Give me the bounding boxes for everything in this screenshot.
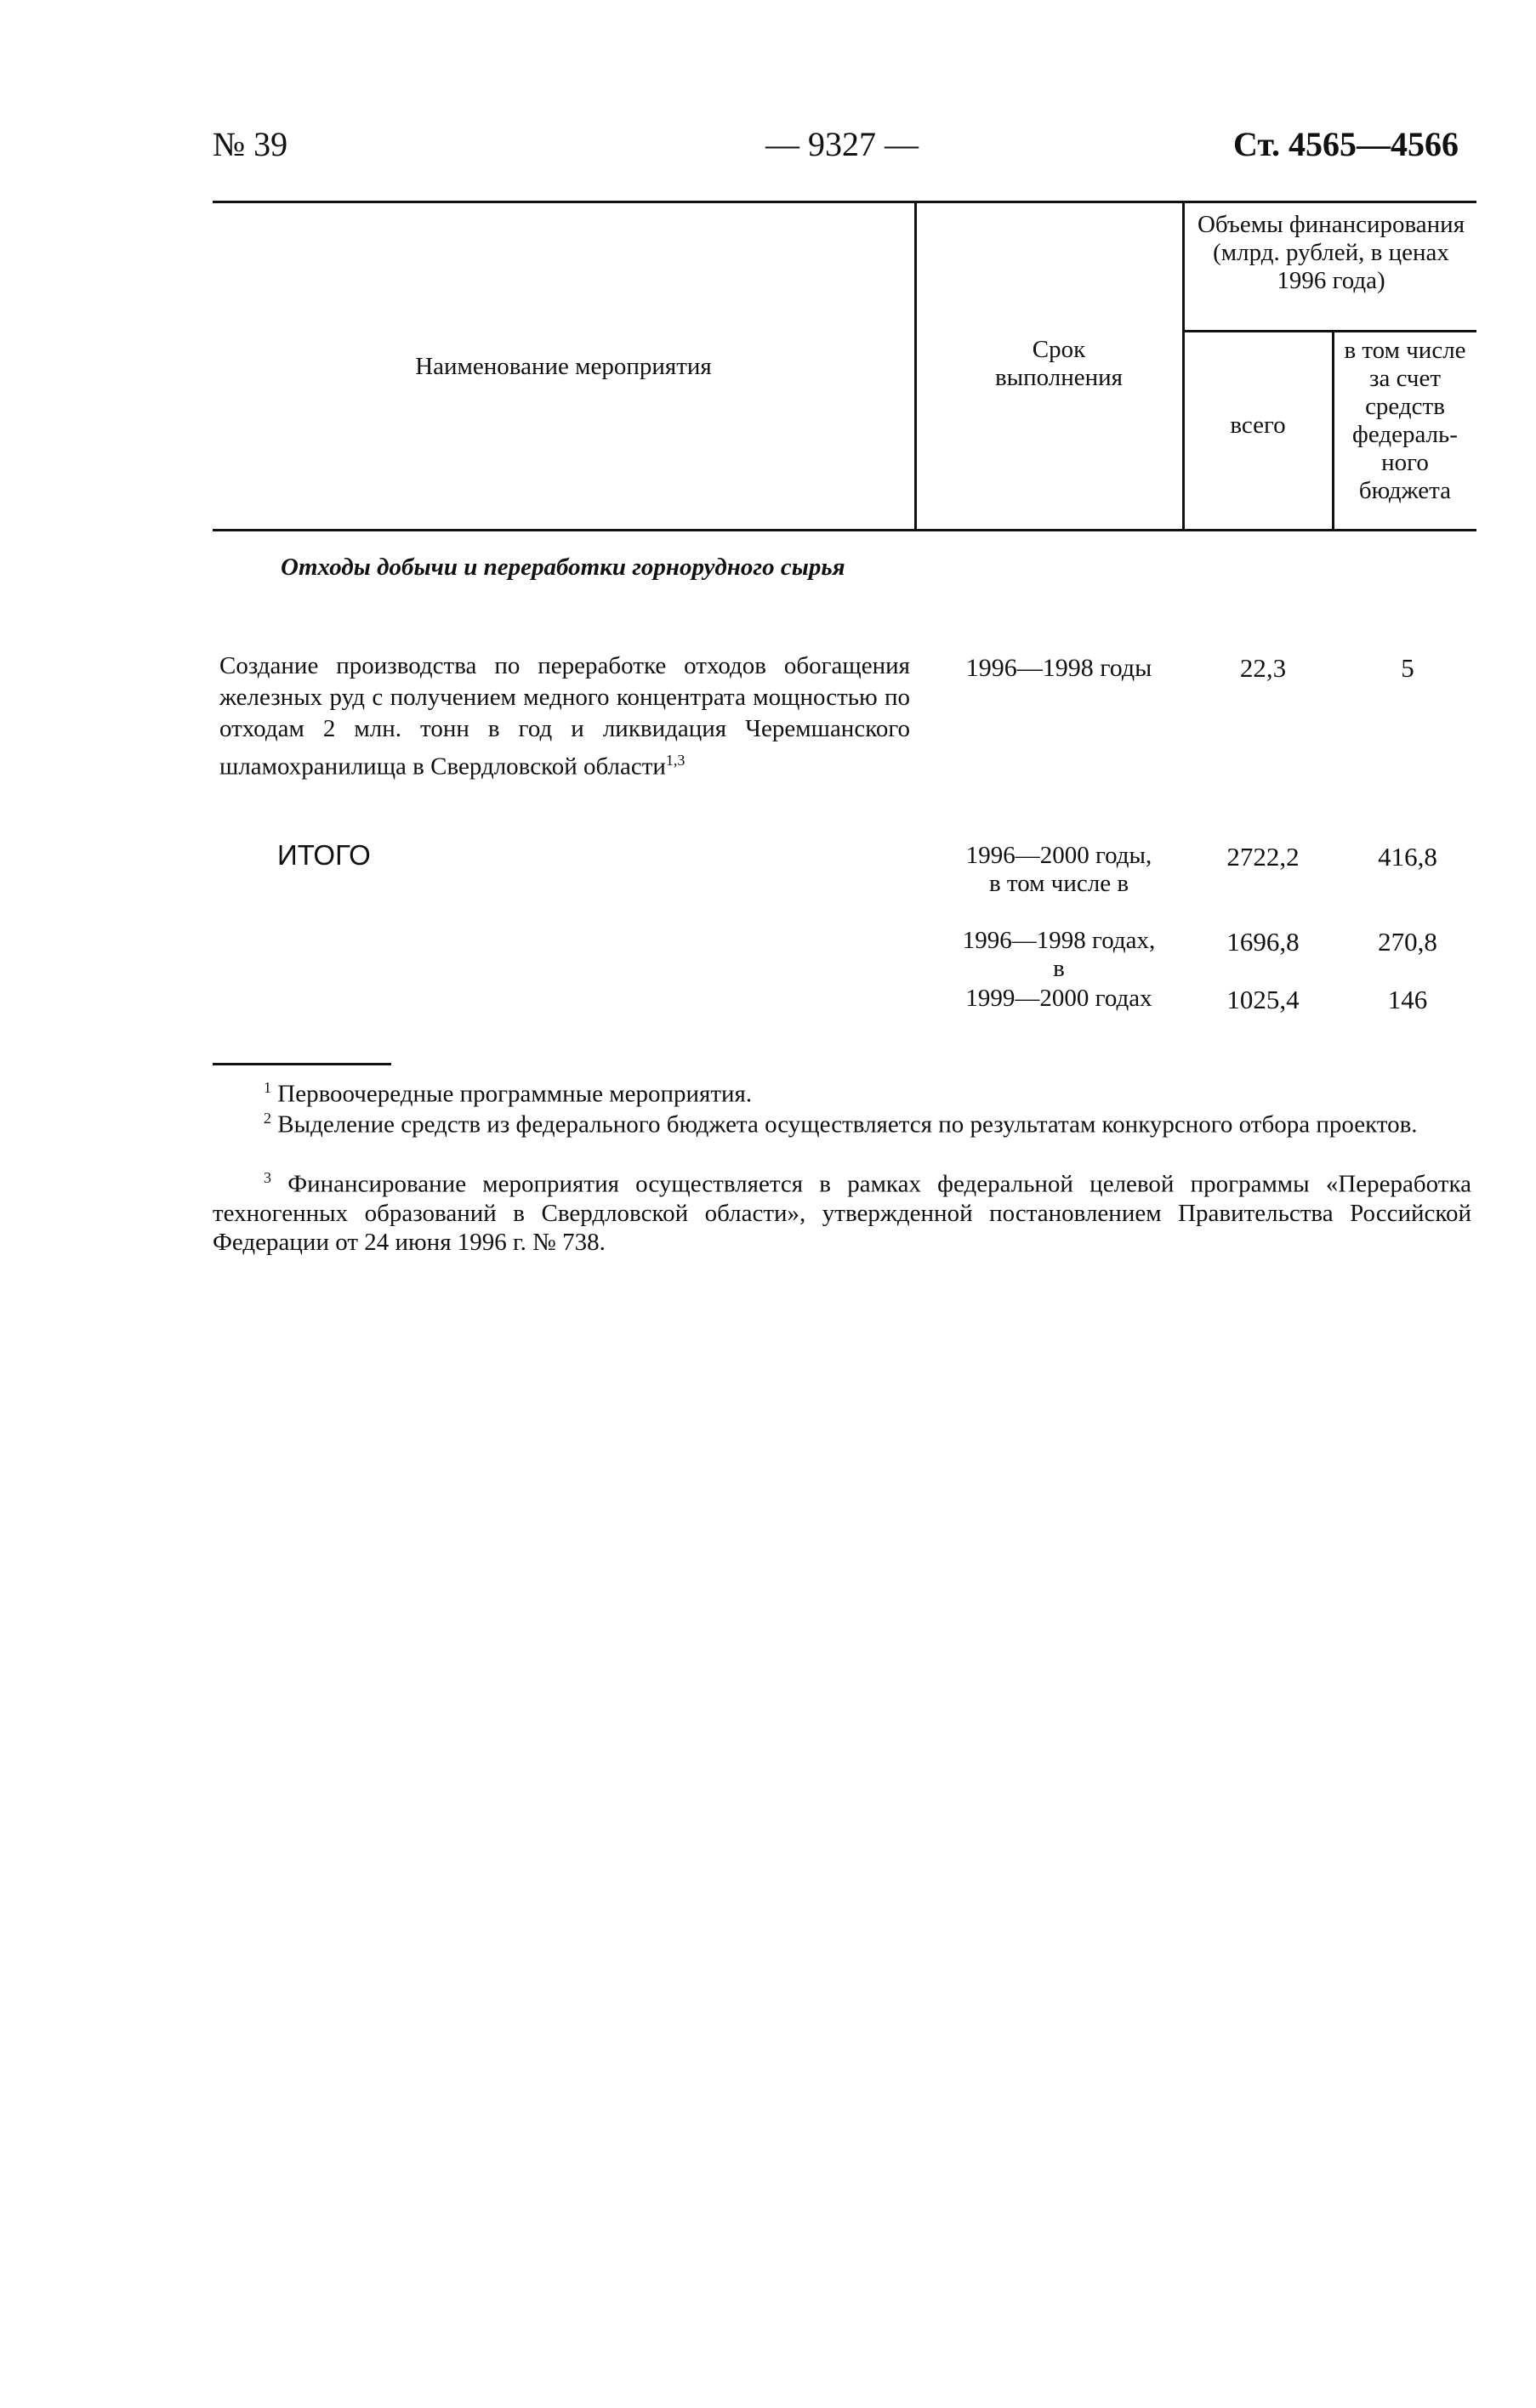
total-label: ИТОГО [277,839,371,871]
total-federal-2: 270,8 [1378,927,1437,957]
footnote-2-text: Выделение средств из федерального бюджета осуществляется по результатам конкурсного отбора проектов. [277,1110,1418,1139]
column-header-funding: Объемы финансирования (млрд. рублей, в ценах 1996 года) [1197,211,1465,294]
article-range: Ст. 4565—4566 [1233,125,1459,163]
section-title: Отходы добычи и переработки горнорудного сырья [281,554,845,581]
row-name-text: Создание производства по переработке отходов обогащения железных руд с получением медного концентрата мощностью по отходам 2 млн. тонн в год и ликвидация Черемшанского шламохранилища в Свердловской области [219,652,910,781]
table-header-bottom-rule [213,529,1476,531]
column-header-name: Наименование мероприятия [415,353,712,380]
total-federal-3: 146 [1387,985,1428,1014]
footnote-2 [213,1104,1471,1139]
page-header [0,124,1536,172]
footnote-separator [213,1063,391,1065]
table-row-total: 22,3 [1239,653,1287,683]
table-row-federal: 5 [1401,653,1414,683]
issue-number: № 39 [213,125,288,163]
footnote-3-mark: 3 [264,1169,271,1186]
footnote-1-text: Первоочередные программные мероприятия. [277,1080,753,1108]
column-header-federal: в том числе за счет средств федераль-ного бюджета [1344,337,1466,504]
column-divider-2 [1182,201,1185,531]
footnote-3-text: Финансирование мероприятия осуществляется в рамках федеральной целевой программы «Переработка техногенных образований в Свердловской области», утвержденной постановлением Правительства Российской Федерации от 24 июня 1996 г. № 738. [213,1170,1471,1256]
total-term-3: 1999—2000 годах [965,985,1152,1012]
total-total-3: 1025,4 [1226,985,1300,1014]
footnote-1-mark: 1 [264,1079,271,1096]
table-row-name [219,650,910,783]
total-total-2: 1696,8 [1226,927,1300,957]
table-top-rule [213,201,1476,203]
footnote-3 [213,1163,1471,1257]
table-row-term: 1996—1998 годы [965,654,1152,682]
column-header-total: всего [1230,412,1286,439]
column-header-term: Срок выполнения [994,336,1124,391]
total-term-1: 1996—2000 годы, в том числе в [965,842,1152,897]
footnote-2-mark: 2 [264,1110,271,1127]
total-federal-1: 416,8 [1378,842,1437,872]
total-term-2: 1996—1998 годах, в [962,927,1156,982]
page-number: — 9327 — [765,125,919,163]
column-divider-1 [914,201,917,531]
row-footnote-mark: 1,3 [665,752,686,769]
column-divider-3 [1332,330,1334,531]
funding-subheader-rule [1182,330,1476,332]
total-total-1: 2722,2 [1226,842,1300,872]
